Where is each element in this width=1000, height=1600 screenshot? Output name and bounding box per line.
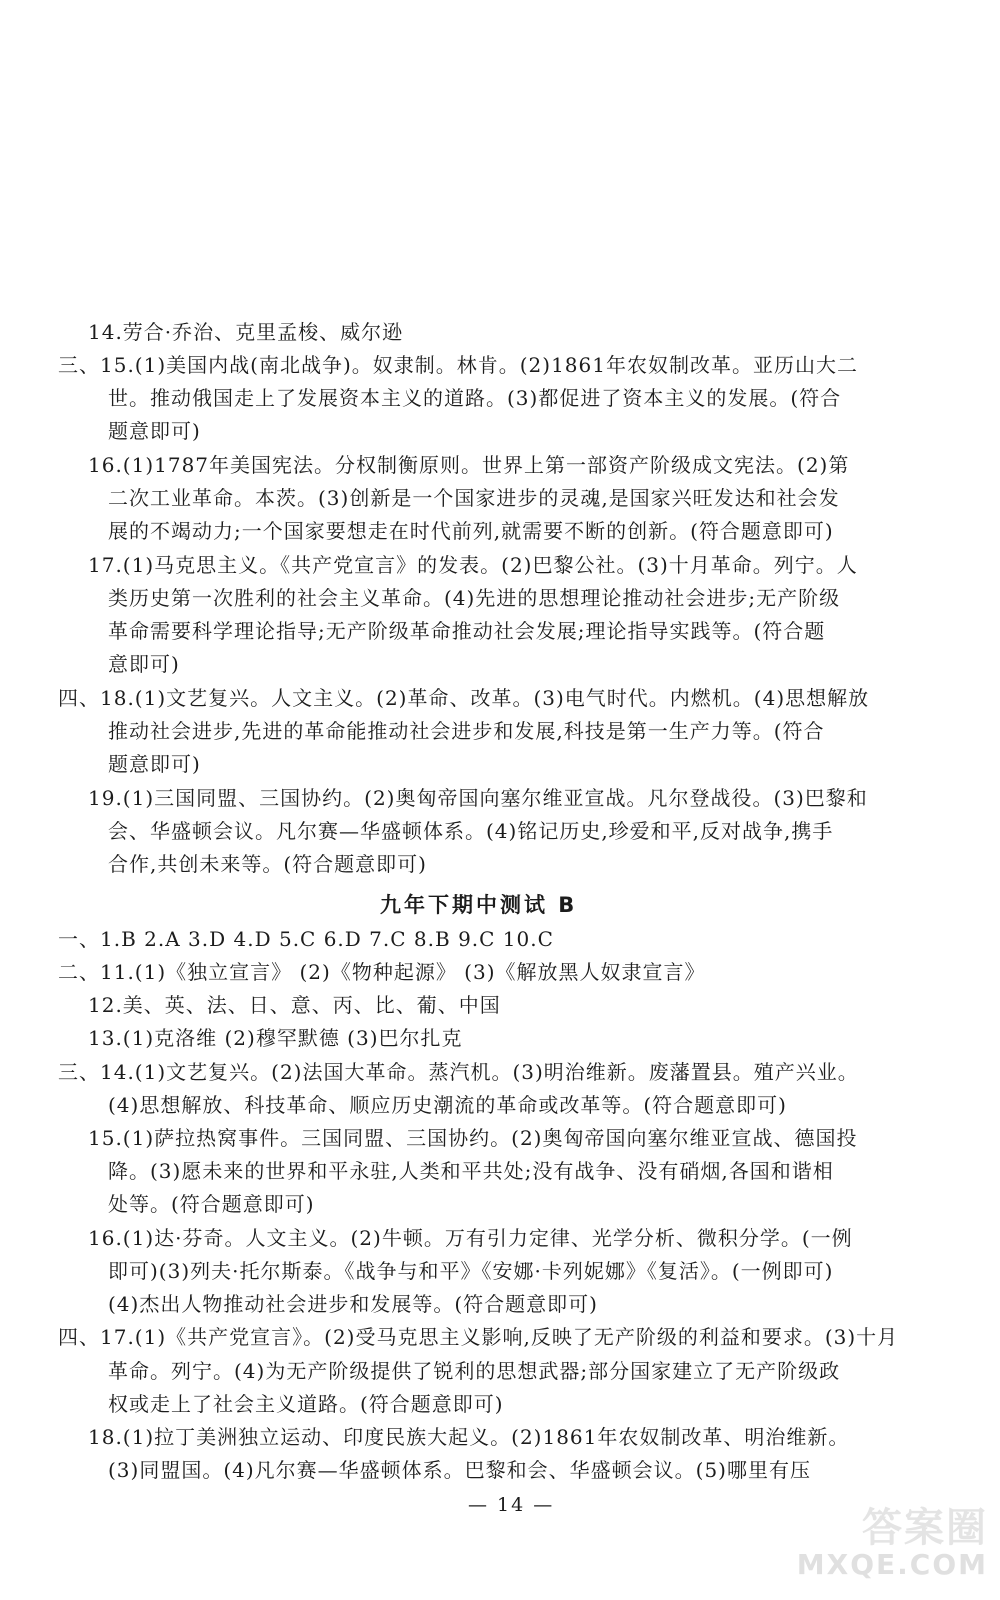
answer-line: 17.(1)马克思主义。《共产党宣言》的发表。(2)巴黎公社。(3)十月革命。列宁。人 bbox=[88, 553, 858, 577]
answer-line: 世。推动俄国走上了发展资本主义的道路。(3)都促进了资本主义的发展。(符合 bbox=[108, 386, 842, 410]
watermark-cn: 答案圈 bbox=[862, 1505, 988, 1551]
answer-line: 16.(1)1787年美国宪法。分权制衡原则。世界上第一部资产阶级成文宪法。(2)第 bbox=[88, 453, 850, 477]
answer-line: 降。(3)愿未来的世界和平永驻,人类和平共处;没有战争、没有硝烟,各国和谐相 bbox=[108, 1159, 834, 1183]
answer-line: 13.(1)克洛维 (2)穆罕默德 (3)巴尔扎克 bbox=[88, 1026, 463, 1050]
answer-line: 展的不竭动力;一个国家要想走在时代前列,就需要不断的创新。(符合题意即可) bbox=[108, 519, 834, 543]
answer-line: 15.(1)萨拉热窝事件。三国同盟、三国协约。(2)奥匈帝国向塞尔维亚宣战、德国投 bbox=[88, 1126, 858, 1150]
answer-line: 三、14.(1)文艺复兴。(2)法国大革命。蒸汽机。(3)明治维新。废藩置县。殖产兴业。 bbox=[58, 1060, 859, 1084]
section-title: 九年下期中测试 B bbox=[380, 893, 578, 917]
answer-line: (4)杰出人物推动社会进步和发展等。(符合题意即可) bbox=[108, 1292, 598, 1316]
answer-line: 12.美、英、法、日、意、丙、比、葡、中国 bbox=[88, 993, 501, 1017]
answer-line: 革命。列宁。(4)为无产阶级提供了锐利的思想武器;部分国家建立了无产阶级政 bbox=[108, 1359, 841, 1383]
answer-line: 会、华盛顿会议。凡尔赛—华盛顿体系。(4)铭记历史,珍爱和平,反对战争,携手 bbox=[108, 819, 834, 843]
answer-line: 合作,共创未来等。(符合题意即可) bbox=[108, 852, 427, 876]
answer-line: 一、1.B 2.A 3.D 4.D 5.C 6.D 7.C 8.B 9.C 10.C bbox=[58, 927, 554, 951]
answer-line: 三、15.(1)美国内战(南北战争)。奴隶制。林肯。(2)1861年农奴制改革。亚历山大二 bbox=[58, 353, 858, 377]
answer-line: 16.(1)达·芬奇。人文主义。(2)牛顿。万有引力定律、光学分析、微积分学。(一例 bbox=[88, 1226, 853, 1250]
answer-line: 18.(1)拉丁美洲独立运动、印度民族大起义。(2)1861年农奴制改革、明治维新。 bbox=[88, 1425, 850, 1449]
answer-line: 意即可) bbox=[108, 652, 180, 676]
answer-line: 四、18.(1)文艺复兴。人文主义。(2)革命、改革。(3)电气时代。内燃机。(4)思想解放 bbox=[58, 686, 870, 710]
answer-line: 题意即可) bbox=[108, 752, 201, 776]
answer-line: 四、17.(1)《共产党宣言》。(2)受马克思主义影响,反映了无产阶级的利益和要求。(3)十月 bbox=[58, 1325, 899, 1349]
answer-line: 二次工业革命。本茨。(3)创新是一个国家进步的灵魂,是国家兴旺发达和社会发 bbox=[108, 486, 840, 510]
answer-line: (3)同盟国。(4)凡尔赛—华盛顿体系。巴黎和会、华盛顿会议。(5)哪里有压 bbox=[108, 1458, 811, 1482]
answer-line: 14.劳合·乔治、克里孟梭、威尔逊 bbox=[88, 320, 404, 344]
answer-line: 革命需要科学理论指导;无产阶级革命推动社会发展;理论指导实践等。(符合题 bbox=[108, 619, 826, 643]
answer-line: 题意即可) bbox=[108, 419, 201, 443]
answer-line: 19.(1)三国同盟、三国协约。(2)奥匈帝国向塞尔维亚宣战。凡尔登战役。(3)巴黎和 bbox=[88, 786, 868, 810]
answer-line: 类历史第一次胜利的社会主义革命。(4)先进的思想理论推动社会进步;无产阶级 bbox=[108, 586, 841, 610]
answer-line: 处等。(符合题意即可) bbox=[108, 1192, 315, 1216]
answer-line: 二、11.(1)《独立宣言》 (2)《物种起源》 (3)《解放黑人奴隶宣言》 bbox=[58, 960, 706, 984]
watermark-en: MXQE.COM bbox=[796, 1548, 988, 1581]
answer-line: (4)思想解放、科技革命、顺应历史潮流的革命或改革等。(符合题意即可) bbox=[108, 1093, 787, 1117]
page-number: — 14 — bbox=[468, 1494, 555, 1516]
answer-line: 权或走上了社会主义道路。(符合题意即可) bbox=[108, 1392, 504, 1416]
answer-line: 即可)(3)列夫·托尔斯泰。《战争与和平》《安娜·卡列妮娜》《复活》。(一例即可) bbox=[108, 1259, 834, 1283]
answer-line: 推动社会进步,先进的革命能推动社会进步和发展,科技是第一生产力等。(符合 bbox=[108, 719, 825, 743]
site-watermark bbox=[788, 1506, 988, 1586]
